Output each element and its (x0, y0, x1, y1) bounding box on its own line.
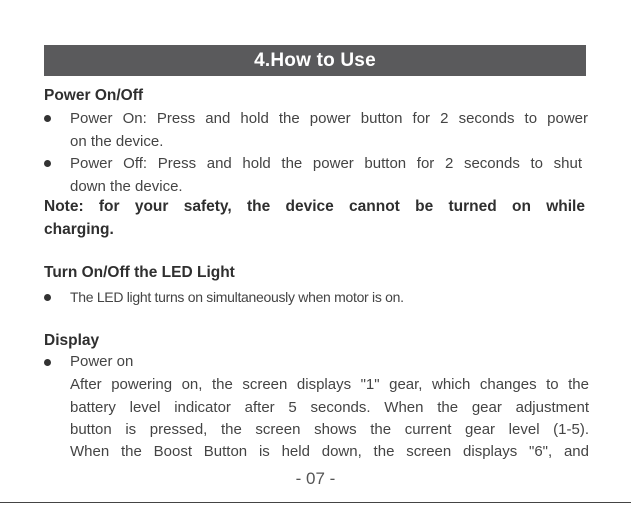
footer-divider (0, 502, 631, 503)
power-heading: Power On/Off (44, 87, 144, 104)
bullet-icon (44, 294, 51, 301)
display-paragraph-line-3: button is pressed, the screen shows the current gear level (1-5). (70, 421, 589, 438)
bullet-icon (44, 115, 51, 122)
safety-note-line-2: charging. (44, 221, 114, 238)
power-on-line-1: Power On: Press and hold the power button for 2 seconds to power (70, 110, 588, 127)
page-number: - 07 - (295, 469, 336, 488)
display-power-on-label: Power on (70, 353, 134, 370)
section-title-banner (44, 45, 586, 76)
display-heading: Display (44, 332, 100, 349)
led-item: The LED light turns on simultaneously when motor is on. (70, 289, 404, 305)
led-heading: Turn On/Off the LED Light (44, 264, 235, 281)
display-paragraph-line-2: battery level indicator after 5 seconds. When the gear adjustment (70, 399, 589, 416)
bullet-icon (44, 160, 51, 167)
safety-note-line-1: Note: for your safety, the device cannot be turned on while (44, 198, 585, 215)
power-off-line-1: Power Off: Press and hold the power button for 2 seconds to shut (70, 155, 582, 172)
power-on-line-2: on the device. (70, 133, 164, 150)
section-title: 4.How to Use (254, 49, 376, 71)
power-off-line-2: down the device. (70, 178, 183, 195)
display-paragraph-line-1: After powering on, the screen displays "1" gear, which changes to the (70, 376, 589, 393)
display-paragraph-line-4: When the Boost Button is held down, the screen displays "6", and (70, 443, 589, 460)
bullet-icon (44, 359, 51, 366)
